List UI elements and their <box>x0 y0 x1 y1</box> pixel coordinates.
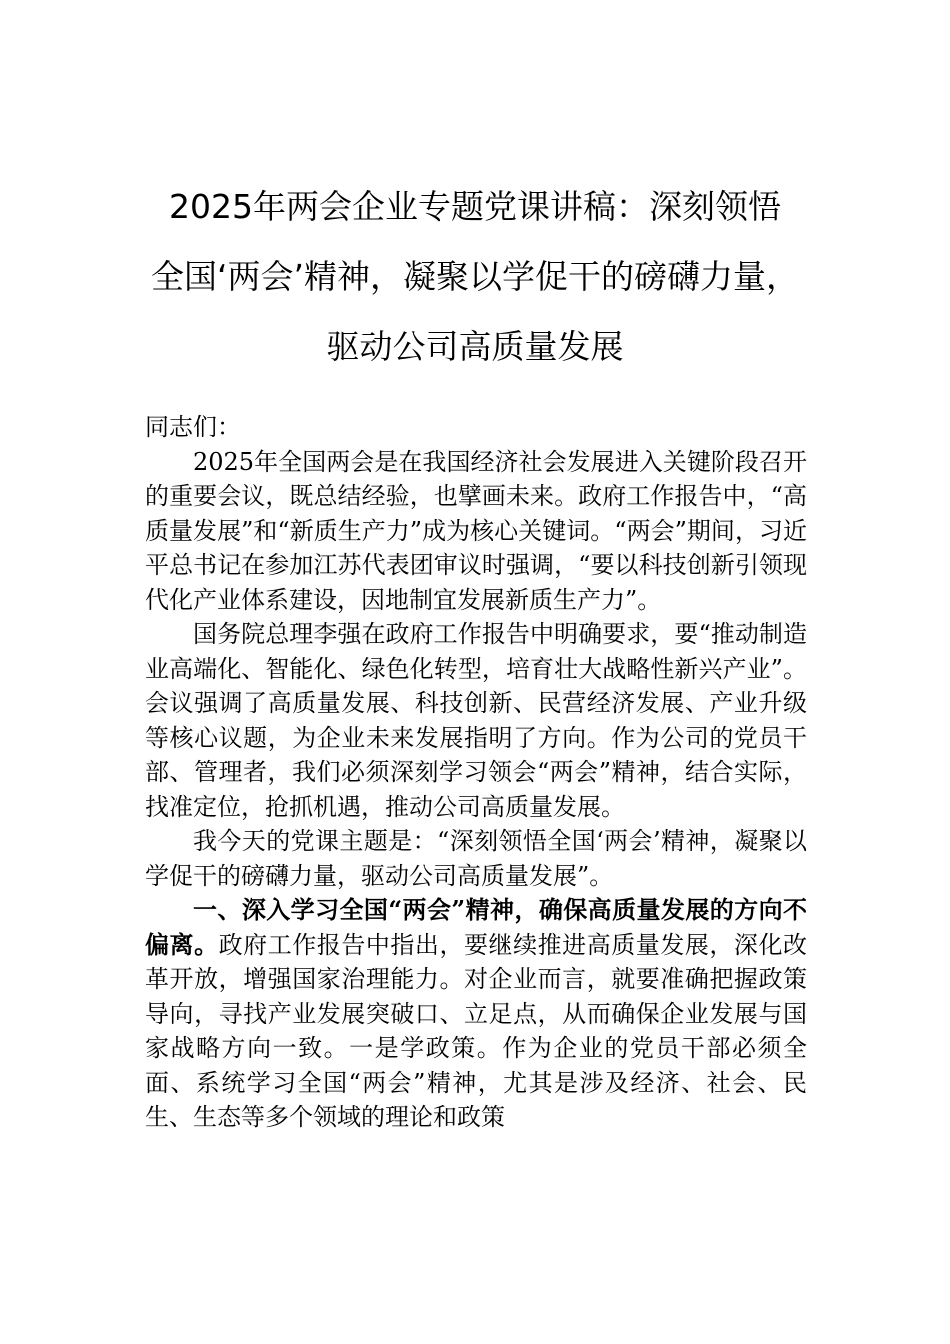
section-heading: 一、深入学习全国“两会”精神，确保高质量发展的方向不偏离。 <box>145 895 807 959</box>
greeting: 同志们： <box>145 413 241 441</box>
paragraph-text: 国务院总理李强在政府工作报告中明确要求，要“推动制造业高端化、智能化、绿色化转型，培育壮大战略性新兴产业”。会议强调了高质量发展、科技创新、民营经济发展、产业升级等核心议题，为企业未来发展指明了方向。作为公司的党员干部、管理者，我们必须深刻学习领会“两会”精神，结合实际，找准定位，抢抓机遇，推动公司高质量发展。 <box>145 620 807 821</box>
title-line-1: 2025年两会企业专题党课讲稿：深刻领悟 <box>169 187 781 226</box>
paragraph-3 <box>145 824 807 893</box>
paragraph-text: 我今天的党课主题是：“深刻领悟全国‘两会’精神，凝聚以学促干的磅礴力量，驱动公司高质量发展”。 <box>145 827 807 890</box>
paragraph-4 <box>145 893 807 1135</box>
document-body <box>145 410 807 1135</box>
paragraph-text: 政府工作报告中指出，要继续推进高质量发展，深化改革开放，增强国家治理能力。对企业而言，就要准确把握政策导向，寻找产业发展突破口、立足点，从而确保企业发展与国家战略方向一致。一是学政策。作为企业的党员干部必须全面、系统学习全国“两会”精神，尤其是涉及经济、社会、民生、生态等多个领域的理论和政策 <box>145 930 808 1131</box>
title-line-3: 驱动公司高质量发展 <box>326 327 624 366</box>
title-line-2: 全国‘两会’精神，凝聚以学促干的磅礴力量， <box>151 257 799 296</box>
paragraph-2 <box>145 617 807 824</box>
paragraph-1 <box>145 445 807 618</box>
paragraph-text: 2025年全国两会是在我国经济社会发展进入关键阶段召开的重要会议，既总结经验，也擘画未来。政府工作报告中，“高质量发展”和“新质生产力”成为核心关键词。“两会”期间，习近平总书记在参加江苏代表团审议时强调，“要以科技创新引领现代化产业体系建设，因地制宜发展新质生产力”。 <box>145 447 807 614</box>
document-title <box>100 172 850 382</box>
